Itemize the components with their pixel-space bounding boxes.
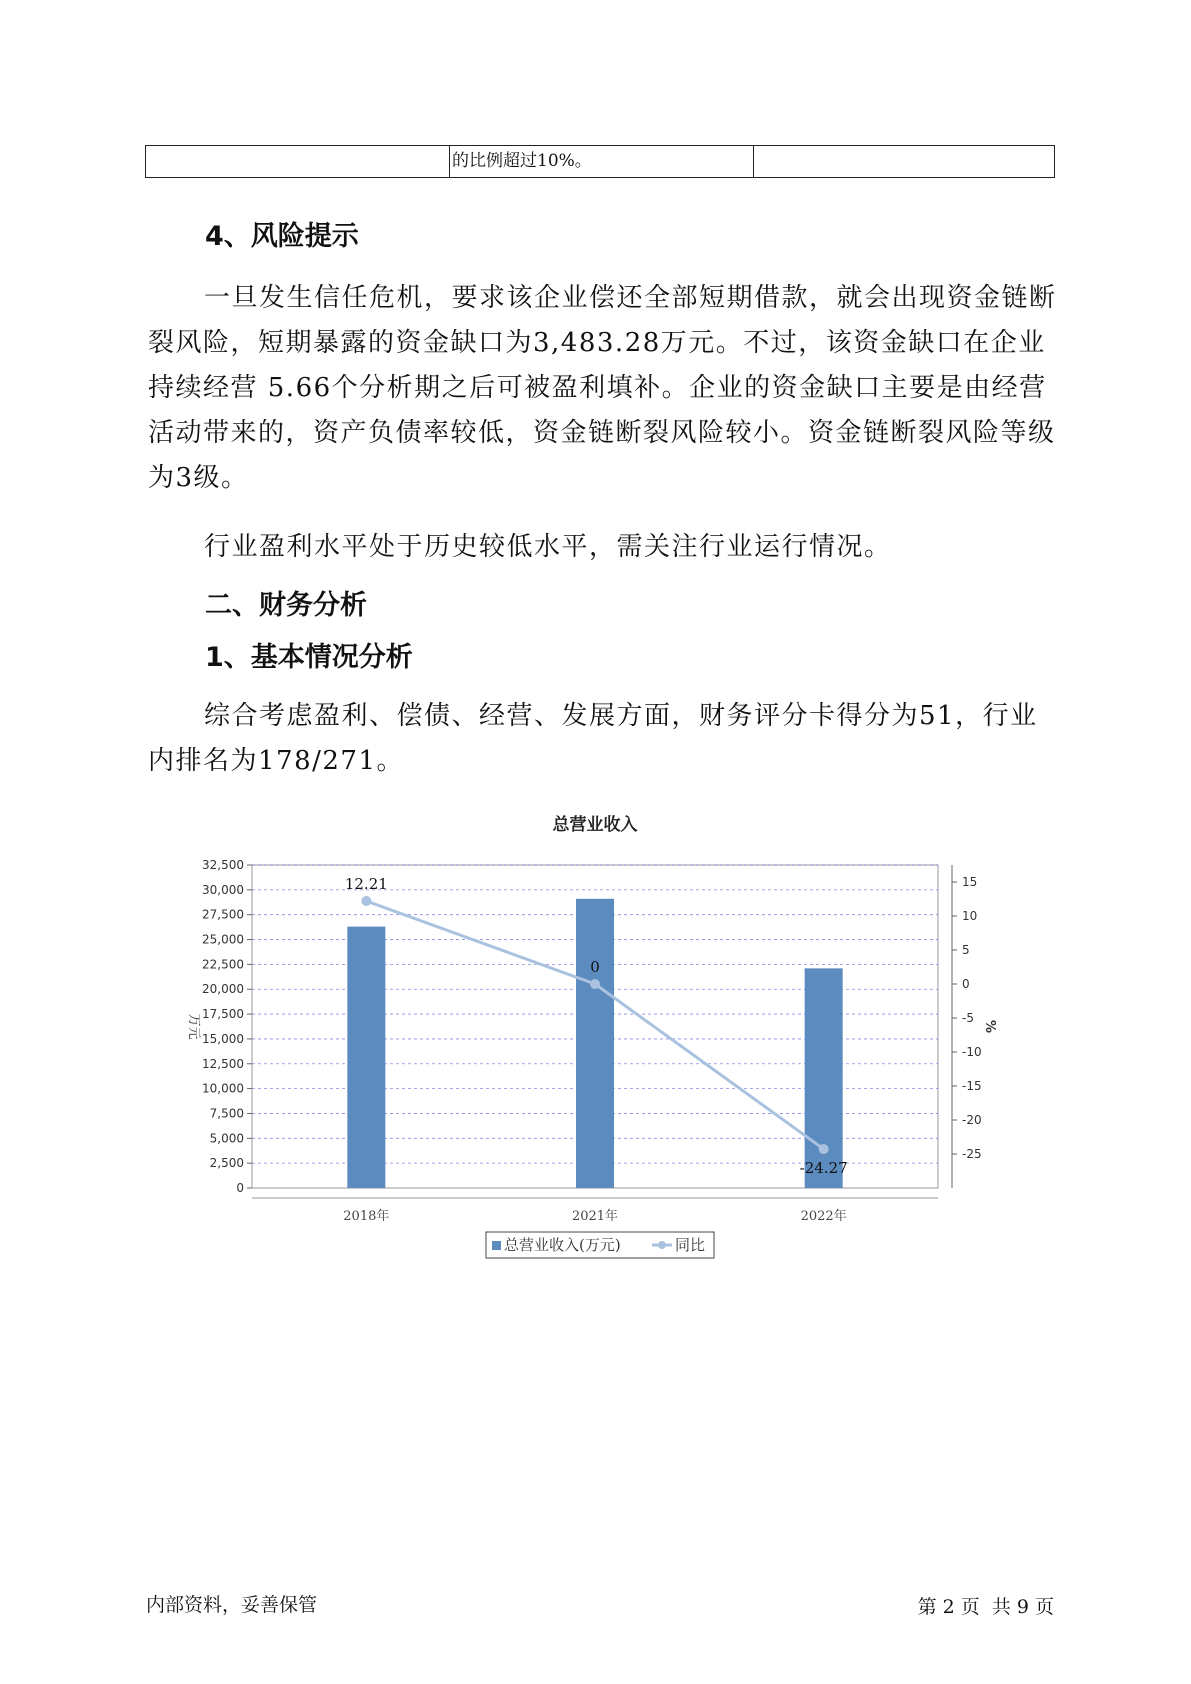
y2-tick-label: 0 bbox=[962, 977, 970, 991]
table-fragment bbox=[145, 145, 1055, 178]
chart-title: 总营业收入 bbox=[552, 815, 638, 835]
bar bbox=[805, 968, 843, 1188]
risk-paragraph-2-text: 行业盈利水平处于历史较低水平，需关注行业运行情况。 bbox=[204, 532, 892, 562]
table-cell-empty-right bbox=[754, 146, 1054, 177]
y2-tick-label: -5 bbox=[962, 1011, 974, 1025]
y-tick-label: 12,500 bbox=[202, 1056, 244, 1071]
y-tick-label: 5,000 bbox=[209, 1131, 244, 1146]
y-tick-label: 32,500 bbox=[202, 858, 244, 872]
revenue-chart bbox=[170, 800, 997, 1270]
basic-paragraph bbox=[148, 694, 1060, 784]
y-tick-label: 0 bbox=[236, 1181, 244, 1195]
y2-tick-label: -20 bbox=[962, 1113, 982, 1127]
data-label: -24.27 bbox=[799, 1159, 848, 1178]
risk-paragraph-1-text: 一旦发生信任危机，要求该企业偿还全部短期借款，就会出现资金链断裂风险，短期暴露的资金缺口为3,483.28万元。不过，该资金缺口在企业持续经营 5.66个分析期之后可被盈利填补。企业的资金缺口主要是由经营活动带来的，资产负债率较低，资金链断裂风险较小。资金链断裂风险等级为3级。 bbox=[148, 283, 1057, 493]
y2-tick-label: -25 bbox=[962, 1147, 982, 1161]
bar bbox=[347, 927, 385, 1188]
line-point bbox=[361, 896, 371, 906]
legend-line-label: 同比 bbox=[675, 1236, 706, 1254]
data-label: 0 bbox=[590, 958, 600, 976]
y2-axis-title: % bbox=[982, 1019, 997, 1034]
y2-tick-label: 5 bbox=[962, 943, 970, 957]
table-cell-text: 的比例超过10%。 bbox=[450, 146, 754, 177]
footer-page-number: 第 2 页 共 9 页 bbox=[917, 1596, 1054, 1618]
y-tick-label: 2,500 bbox=[209, 1156, 244, 1171]
basic-paragraph-text: 综合考虑盈利、偿债、经营、发展方面，财务评分卡得分为51，行业内排名为178/271。 bbox=[148, 701, 1038, 776]
line-point bbox=[590, 979, 600, 989]
basic-heading: 1、基本情况分析 bbox=[205, 642, 413, 673]
y2-tick-label: 15 bbox=[962, 875, 978, 889]
risk-paragraph-1 bbox=[148, 276, 1060, 501]
y-tick-label: 20,000 bbox=[202, 982, 244, 997]
risk-heading: 4、风险提示 bbox=[205, 221, 359, 252]
bar bbox=[576, 899, 614, 1188]
legend-bar-swatch bbox=[492, 1241, 501, 1250]
legend-bar-label: 总营业收入(万元) bbox=[504, 1236, 621, 1254]
table-cell-empty-left bbox=[146, 146, 450, 177]
line-point bbox=[819, 1144, 829, 1154]
x-tick-label: 2022年 bbox=[800, 1209, 847, 1224]
x-tick-label: 2021年 bbox=[571, 1209, 619, 1224]
y-tick-label: 15,000 bbox=[202, 1031, 244, 1046]
revenue-chart-svg bbox=[170, 800, 997, 1270]
y-tick-label: 10,000 bbox=[202, 1081, 244, 1096]
y2-tick-label: -15 bbox=[962, 1079, 982, 1093]
footer-confidential: 内部资料，妥善保管 bbox=[146, 1594, 318, 1616]
finance-heading: 二、财务分析 bbox=[205, 590, 367, 621]
y-tick-label: 30,000 bbox=[202, 882, 244, 897]
risk-paragraph-2 bbox=[148, 525, 1060, 570]
y2-tick-label: -10 bbox=[962, 1045, 982, 1059]
y-tick-label: 25,000 bbox=[202, 932, 244, 947]
legend-line-marker bbox=[658, 1241, 666, 1249]
y-tick-label: 7,500 bbox=[209, 1106, 244, 1121]
y-tick-label: 27,500 bbox=[202, 907, 244, 922]
y2-tick-label: 10 bbox=[962, 909, 978, 923]
y-tick-label: 22,500 bbox=[202, 957, 244, 972]
y-tick-label: 17,500 bbox=[202, 1007, 244, 1022]
data-label: 12.21 bbox=[344, 874, 388, 893]
y-axis-title: 万元 bbox=[186, 1013, 201, 1040]
x-tick-label: 2018年 bbox=[343, 1209, 390, 1224]
